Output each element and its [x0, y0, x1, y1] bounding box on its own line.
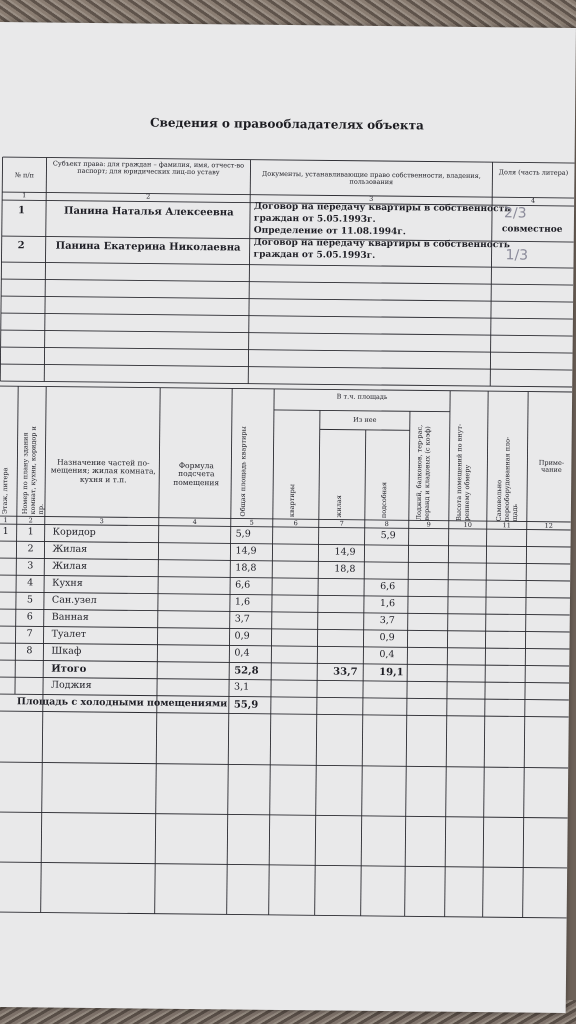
owner-row-num: 2	[17, 240, 25, 252]
room-name: Жилая	[52, 543, 88, 555]
rooms-header-living: жилая	[334, 495, 344, 518]
rooms-header-purpose: Назначение частей по-мещения; жилая комната, кухня и т.п.	[50, 457, 156, 484]
room-no: 4	[27, 577, 34, 589]
room-total: 18,8	[235, 562, 257, 574]
room-aux: 0,9	[379, 632, 395, 644]
room-aux: 6,6	[380, 581, 396, 593]
owners-col-number: 3	[369, 194, 374, 203]
total-area: 52,8	[234, 665, 259, 677]
owner-row-doc: граждан от 5.05.1993г.	[253, 249, 376, 261]
room-no: 7	[26, 628, 33, 640]
document-title: Сведения о правообладателях объекта	[149, 115, 424, 133]
loggia-area: 3,1	[233, 681, 250, 693]
owner-row-share-handwritten: 1/3	[505, 247, 529, 264]
owners-col-number: 4	[531, 196, 536, 205]
total-living: 33,7	[333, 666, 358, 678]
rooms-col-number: 5	[249, 518, 254, 527]
room-total: 1,6	[234, 596, 251, 608]
rooms-header-of-which: Из нее	[353, 415, 377, 424]
room-name: Кухня	[52, 577, 83, 589]
owners-header-share: Доля (часть литера)	[498, 168, 569, 177]
owner-row-doc: Определение от 11.08.1994г.	[253, 225, 406, 238]
room-total: 3,7	[234, 613, 250, 625]
room-name: Ванная	[51, 611, 89, 623]
rooms-header-auxiliary: подсобная	[379, 481, 389, 519]
rooms-col-number: 10	[463, 520, 472, 529]
rooms-header-apartments: квартиры	[287, 484, 297, 518]
rooms-col-number: 1	[3, 516, 8, 525]
rooms-col-number: 2	[28, 516, 33, 525]
room-no: 3	[27, 560, 34, 572]
cold-area-total: 55,9	[233, 699, 259, 711]
rooms-header-incl-area: В т.ч. площадь	[336, 392, 388, 402]
rooms-header-self-alteration: Самовольно переоборудованная пло-щадь	[494, 436, 519, 522]
rooms-col-number: 4	[192, 518, 197, 527]
owners-header-documents: Документы, устанавливающие право собственности, владения, пользования	[261, 169, 481, 187]
room-no: 8	[26, 645, 33, 657]
owner-row-doc: Договор на передачу квартиры в собственность	[253, 237, 510, 251]
owners-col-number: 2	[146, 192, 151, 201]
rooms-col-number: 11	[502, 521, 511, 530]
room-name: Шкаф	[51, 645, 82, 657]
rooms-header-height: Высота помещений по внут-реннему обмеру	[454, 423, 472, 521]
total-aux: 19,1	[379, 667, 404, 679]
room-name: Туалет	[51, 628, 87, 640]
rooms-col-number: 3	[99, 517, 104, 526]
owners-col-number: 1	[22, 191, 27, 200]
rooms-col-number: 12	[544, 521, 553, 530]
room-no: 5	[26, 594, 34, 606]
room-no: 6	[26, 611, 33, 623]
room-no: 2	[27, 543, 34, 555]
rooms-col-number: 8	[384, 520, 389, 529]
room-total: 6,6	[235, 579, 251, 591]
owner-row-num: 1	[17, 205, 26, 217]
rooms-col-number: 6	[293, 519, 298, 528]
rooms-header-floor: Этаж, литера	[0, 467, 10, 515]
room-aux: 5,9	[380, 530, 396, 542]
room-name: Сан.узел	[51, 594, 97, 607]
room-name: Жилая	[52, 560, 88, 572]
room-floor: 1	[2, 526, 9, 538]
owner-row-name: Панина Наталья Алексеевна	[63, 205, 234, 219]
total-label: Итого	[51, 663, 87, 675]
room-total: 0,9	[234, 630, 250, 642]
rooms-header-room-no: Номер по плану здания комнат, кухни, коридор и пр.	[20, 426, 45, 515]
room-living: 14,9	[334, 546, 356, 558]
rooms-header-total-area: Общая площадь квартиры	[238, 426, 248, 517]
loggia-label: Лоджия	[51, 679, 92, 691]
owner-row-doc: граждан от 5.05.1993г.	[253, 213, 376, 225]
rooms-header-loggia: Лоджий, балконов, тер-рас, веранд и кладовых (с коэф)	[414, 424, 432, 521]
room-aux: 1,6	[379, 598, 396, 610]
owners-header-subject: Субъект права: для граждан – фамилия, имя, отчест-во паспорт; для юридических лиц-по уставу	[52, 159, 245, 177]
owner-row-share-type: совместное	[501, 224, 563, 235]
rooms-header-formula: Формула подсчета помещения	[173, 460, 220, 487]
owners-header-num: № п/п	[14, 171, 34, 180]
owner-row-share-handwritten: 2/3	[503, 205, 527, 222]
rooms-col-number: 9	[426, 520, 431, 529]
room-no: 1	[27, 526, 34, 538]
room-total: 0,4	[234, 647, 250, 659]
room-total: 5,9	[235, 528, 251, 540]
rooms-col-number: 7	[339, 519, 344, 528]
document-sheet	[0, 22, 576, 1013]
rooms-header-notes: Приме-чание	[538, 458, 565, 475]
cold-area-label: Площадь с холодными помещениями	[16, 696, 228, 710]
room-aux: 3,7	[379, 615, 395, 627]
room-aux: 0,4	[379, 649, 395, 661]
room-total: 14,9	[235, 545, 257, 557]
room-living: 18,8	[334, 563, 356, 575]
room-name: Коридор	[52, 526, 96, 539]
owner-row-name: Панина Екатерина Николаевна	[55, 240, 241, 254]
owner-row-doc: Договор на передачу квартиры в собственность	[254, 201, 511, 215]
